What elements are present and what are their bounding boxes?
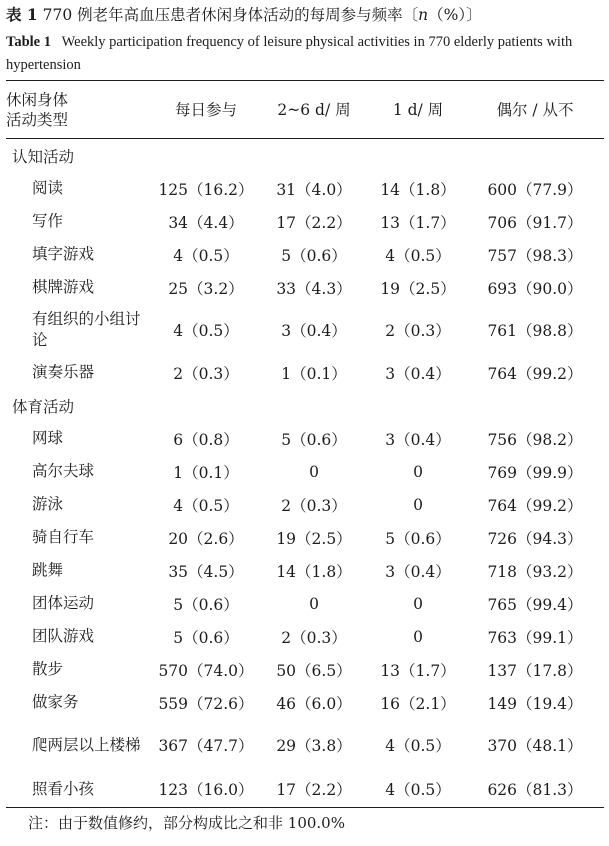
table-cell: 718（93.2） bbox=[487, 562, 583, 581]
activity-name: 阅读 bbox=[32, 179, 64, 197]
table-cell: 1（0.1） bbox=[281, 364, 347, 383]
table-cell: 757（98.3） bbox=[487, 246, 583, 265]
table-cell: 764（99.2） bbox=[487, 364, 583, 383]
activity-name: 网球 bbox=[32, 429, 64, 447]
table-body bbox=[6, 139, 604, 808]
table-cell: 123（16.0） bbox=[154, 771, 258, 808]
table-row bbox=[6, 620, 604, 653]
table-cell: 559（72.6） bbox=[158, 694, 254, 713]
table-cell: 5（0.6） bbox=[385, 529, 451, 548]
table-cell: 4（0.5） bbox=[173, 322, 239, 340]
table-cell: 17（2.2） bbox=[258, 771, 370, 808]
table-label-cn: 表 1 bbox=[6, 5, 38, 24]
table-cell: 626（81.3） bbox=[466, 771, 604, 808]
table-cell: 764（99.2） bbox=[487, 496, 583, 515]
header-activity-type: 休闲身体活动类型 bbox=[6, 81, 154, 139]
table-cell: 137（17.8） bbox=[487, 661, 583, 680]
table-cell: 0 bbox=[413, 462, 423, 481]
table-cell: 4（0.5） bbox=[173, 496, 239, 515]
table-row bbox=[6, 686, 604, 719]
table-cell: 31（4.0） bbox=[276, 180, 352, 199]
activity-name: 做家务 bbox=[32, 693, 79, 711]
table-cell: 13（1.7） bbox=[380, 661, 456, 680]
activity-name: 演奏乐器 bbox=[32, 363, 95, 381]
table-cell: 765（99.4） bbox=[487, 595, 583, 614]
table-cell: 4（0.5） bbox=[370, 771, 466, 808]
table-cell: 600（77.9） bbox=[487, 180, 583, 199]
table-cell: 769（99.9） bbox=[487, 463, 583, 482]
header-row bbox=[6, 81, 604, 139]
table-cell: 4（0.5） bbox=[385, 737, 451, 755]
table-cell: 34（4.4） bbox=[168, 213, 244, 232]
table-row bbox=[6, 587, 604, 620]
table-cell: 367（47.7） bbox=[158, 737, 254, 755]
table-cell: 13（1.7） bbox=[380, 213, 456, 232]
table-cell: 50（6.5） bbox=[276, 661, 352, 680]
table-cell: 4（0.5） bbox=[385, 246, 451, 265]
table-row bbox=[6, 719, 604, 771]
table-cell: 5（0.6） bbox=[281, 246, 347, 265]
table-cell: 0 bbox=[309, 594, 319, 613]
table-cell: 5（0.6） bbox=[173, 595, 239, 614]
table-cell: 0 bbox=[413, 627, 423, 646]
table-cell: 35（4.5） bbox=[168, 562, 244, 581]
table-cell: 19（2.5） bbox=[380, 279, 456, 298]
header-2-6-days: 2~6 d/ 周 bbox=[258, 81, 370, 139]
header-occasional-never: 偶尔 / 从不 bbox=[466, 81, 604, 139]
table-cell: 2（0.3） bbox=[281, 496, 347, 515]
caption-unit-n: n bbox=[418, 6, 429, 24]
table-footnote: 注：由于数值修约，部分构成比之和非 100.0% bbox=[28, 814, 345, 832]
table-row bbox=[6, 488, 604, 521]
data-table bbox=[6, 80, 604, 808]
caption-unit-open: 〔 bbox=[402, 6, 419, 24]
table-cell: 0 bbox=[413, 594, 423, 613]
category-label: 认知活动 bbox=[12, 147, 75, 166]
category-label: 体育活动 bbox=[12, 397, 75, 416]
header-daily: 每日参与 bbox=[154, 81, 258, 139]
table-cell: 14（1.8） bbox=[380, 180, 456, 199]
table-cell: 14（1.8） bbox=[276, 562, 352, 581]
activity-name: 散步 bbox=[32, 660, 64, 678]
table-row bbox=[6, 455, 604, 488]
table-cell: 5（0.6） bbox=[281, 430, 347, 449]
table-row bbox=[6, 771, 604, 808]
table-cell: 3（0.4） bbox=[385, 364, 451, 383]
table-cell: 3（0.4） bbox=[385, 562, 451, 581]
activity-name: 有组织的小组讨论 bbox=[32, 310, 141, 349]
activity-name: 团体运动 bbox=[32, 594, 95, 612]
table-cell: 20（2.6） bbox=[168, 529, 244, 548]
table-row bbox=[6, 238, 604, 271]
table-cell: 2（0.3） bbox=[281, 628, 347, 647]
table-cell: 693（90.0） bbox=[487, 279, 583, 298]
table-caption-en bbox=[6, 31, 604, 77]
table-cell: 1（0.1） bbox=[173, 463, 239, 482]
activity-name: 棋牌游戏 bbox=[32, 278, 95, 296]
table-cell: 2（0.3） bbox=[173, 364, 239, 383]
activity-name: 团队游戏 bbox=[32, 627, 95, 645]
table-row bbox=[6, 653, 604, 686]
table-row bbox=[6, 356, 604, 389]
table-cell: 3（0.4） bbox=[281, 322, 347, 340]
table-row bbox=[6, 172, 604, 205]
table-cell: 19（2.5） bbox=[276, 529, 352, 548]
category-row bbox=[6, 389, 604, 422]
table-cell: 756（98.2） bbox=[487, 430, 583, 449]
header-1-day: 1 d/ 周 bbox=[370, 81, 466, 139]
table-cell: 33（4.3） bbox=[276, 279, 352, 298]
table-label-en: Table 1 bbox=[6, 34, 51, 50]
activity-name: 爬两层以上楼梯 bbox=[32, 735, 141, 754]
table-cell: 149（19.4） bbox=[487, 694, 583, 713]
table-row bbox=[6, 521, 604, 554]
table-cell: 2（0.3） bbox=[385, 322, 451, 340]
table-cell: 726（94.3） bbox=[487, 529, 583, 548]
caption-text-cn: 770 例老年高血压患者休闲身体活动的每周参与频率 bbox=[42, 6, 403, 24]
table-cell: 763（99.1） bbox=[487, 628, 583, 647]
table-cell: 46（6.0） bbox=[276, 694, 352, 713]
table-row bbox=[6, 554, 604, 587]
table-cell: 16（2.1） bbox=[380, 694, 456, 713]
table-cell: 4（0.5） bbox=[173, 246, 239, 265]
table-row bbox=[6, 304, 604, 356]
table-row bbox=[6, 422, 604, 455]
table-cell: 370（48.1） bbox=[487, 737, 583, 755]
activity-name: 照看小孩 bbox=[6, 771, 154, 808]
table-cell: 6（0.8） bbox=[173, 430, 239, 449]
table-cell: 706（91.7） bbox=[487, 213, 583, 232]
table-row bbox=[6, 205, 604, 238]
table-cell: 17（2.2） bbox=[276, 213, 352, 232]
table-cell: 5（0.6） bbox=[173, 628, 239, 647]
table-cell: 29（3.8） bbox=[276, 737, 352, 755]
table-caption-cn bbox=[6, 3, 606, 27]
table-cell: 0 bbox=[413, 495, 423, 514]
table-cell: 761（98.8） bbox=[487, 322, 583, 340]
activity-name: 骑自行车 bbox=[32, 528, 95, 546]
table-cell: 125（16.2） bbox=[158, 180, 254, 199]
table-cell: 570（74.0） bbox=[158, 661, 254, 680]
category-row bbox=[6, 139, 604, 173]
activity-name: 高尔夫球 bbox=[32, 462, 95, 480]
table-cell: 25（3.2） bbox=[168, 279, 244, 298]
table-cell: 3（0.4） bbox=[385, 430, 451, 449]
activity-name: 游泳 bbox=[32, 495, 64, 513]
activity-name: 跳舞 bbox=[32, 561, 64, 579]
table-row bbox=[6, 271, 604, 304]
activity-name: 写作 bbox=[32, 212, 64, 230]
table-cell: 0 bbox=[309, 462, 319, 481]
activity-name: 填字游戏 bbox=[32, 245, 95, 263]
caption-unit-rest: （%）〕 bbox=[428, 6, 482, 24]
caption-text-en: Weekly participation frequency of leisure physical activities in 770 elderly patients with hypertension bbox=[6, 34, 573, 73]
